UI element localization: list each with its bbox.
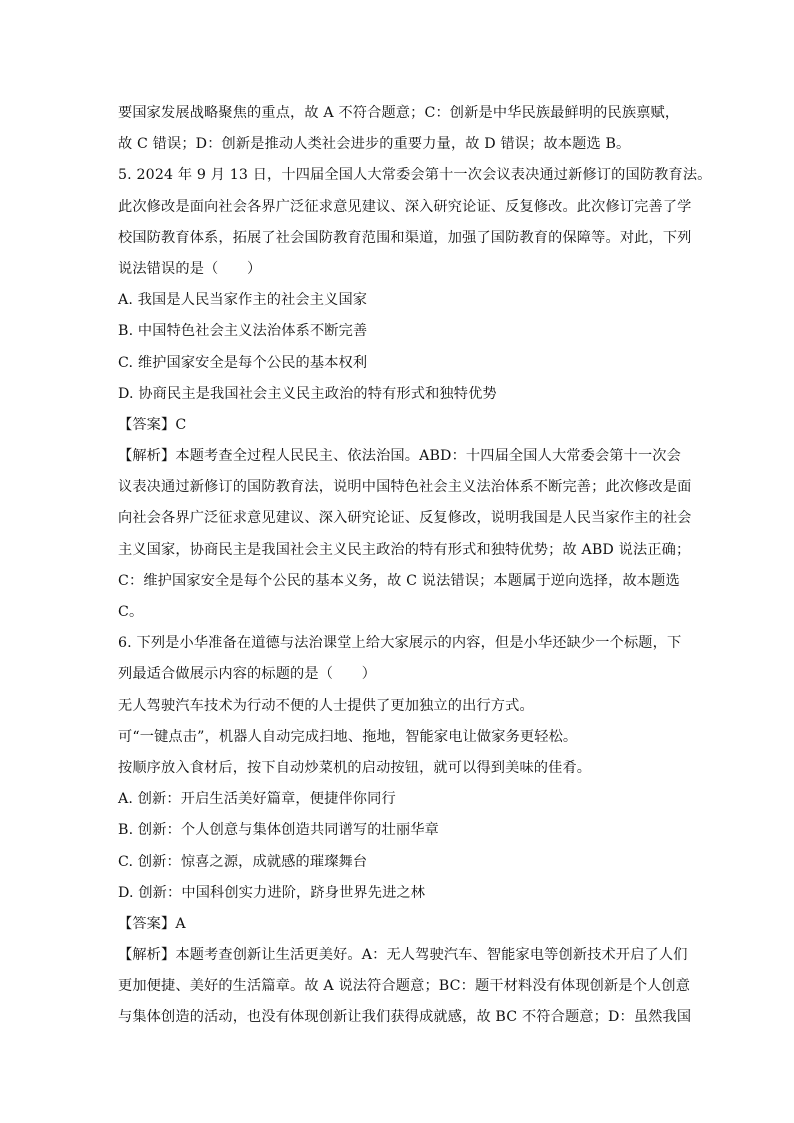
question-6-analysis: 更加便捷、美好的生活篇章。故 A 说法符合题意；BC：题干材料没有体现创新是个人创意 [118, 978, 691, 995]
question-6-material: 可“一键点击”，机器人自动完成扫地、拖地，智能家电让做家务更轻松。 [118, 728, 578, 745]
question-5-analysis: 主义国家，协商民主是我国社会主义民主政治的特有形式和独特优势；故 ABD 说法正确； [118, 541, 691, 558]
question-6-option-c: C. 创新：惊喜之源，成就感的璀璨舞台 [118, 853, 368, 870]
question-6-answer: 【答案】A [118, 915, 186, 932]
question-6-analysis: 【解析】本题考查创新让生活更美好。A：无人驾驶汽车、智能家电等创新技术开启了人们 [118, 947, 688, 964]
question-6-material: 按顺序放入食材后，按下自动炒菜机的启动按钮，就可以得到美味的佳肴。 [118, 759, 592, 776]
question-5-stem: 说法错误的是（ ） [118, 260, 262, 277]
question-6-material: 无人驾驶汽车技术为行动不便的人士提供了更加独立的出行方式。 [118, 697, 534, 714]
question-5-option-c: C. 维护国家安全是每个公民的基本权利 [118, 354, 368, 371]
question-6-stem: 列最适合做展示内容的标题的是（ ） [118, 666, 377, 683]
question-5-analysis: C。 [118, 604, 144, 620]
question-5-stem: 此次修改是面向社会各界广泛征求意见建议、深入研究论证、反复修改。此次修订完善了学 [118, 198, 692, 215]
text-line: 要国家发展战略聚焦的重点，故 A 不符合题意；C：创新是中华民族最鲜明的民族禀赋， [118, 105, 680, 121]
question-5-option-a: A. 我国是人民当家作主的社会主义国家 [118, 292, 368, 309]
question-5-stem: 5. 2024 年 9 月 13 日，十四届全国人大常委会第十一次会议表决通过新修订的国防教育法。 [118, 167, 712, 184]
question-6-analysis: 与集体创造的活动，也没有体现创新让我们获得成就感，故 BC 不符合题意；D：虽然我国 [118, 1009, 692, 1026]
question-5-option-d: D. 协商民主是我国社会主义民主政治的特有形式和独特优势 [118, 385, 497, 402]
question-6-stem: 6. 下列是小华准备在道德与法治课堂上给大家展示的内容，但是小华还缺少一个标题，下 [118, 635, 682, 652]
text-line: 故 C 错误；D：创新是推动人类社会进步的重要力量，故 D 错误；故本题选 B。 [118, 136, 631, 153]
question-5-analysis: 向社会各界广泛征求意见建议、深入研究论证、反复修改，说明我国是人民当家作主的社会 [118, 510, 692, 527]
document-page [118, 98, 712, 1034]
question-5-stem: 校国防教育体系，拓展了社会国防教育范围和渠道，加强了国防教育的保障等。对此，下列 [118, 229, 692, 246]
question-5-analysis: 【解析】本题考查全过程人民民主、依法治国。ABD：十四届全国人大常委会第十一次会 [118, 448, 681, 465]
question-5-answer: 【答案】C [118, 416, 187, 433]
question-6-option-b: B. 创新：个人创意与集体创造共同谱写的壮丽华章 [118, 822, 439, 839]
question-6-option-a: A. 创新：开启生活美好篇章，便捷伴你同行 [118, 791, 396, 808]
question-6-option-d: D. 创新：中国科创实力进阶，跻身世界先进之林 [118, 884, 426, 901]
question-5-analysis: C：维护国家安全是每个公民的基本义务，故 C 说法错误；本题属于逆向选择，故本题选 [118, 572, 680, 589]
question-5-analysis: 议表决通过新修订的国防教育法，说明中国特色社会主义法治体系不断完善；此次修改是面 [118, 479, 692, 496]
question-5-option-b: B. 中国特色社会主义法治体系不断完善 [118, 323, 368, 340]
